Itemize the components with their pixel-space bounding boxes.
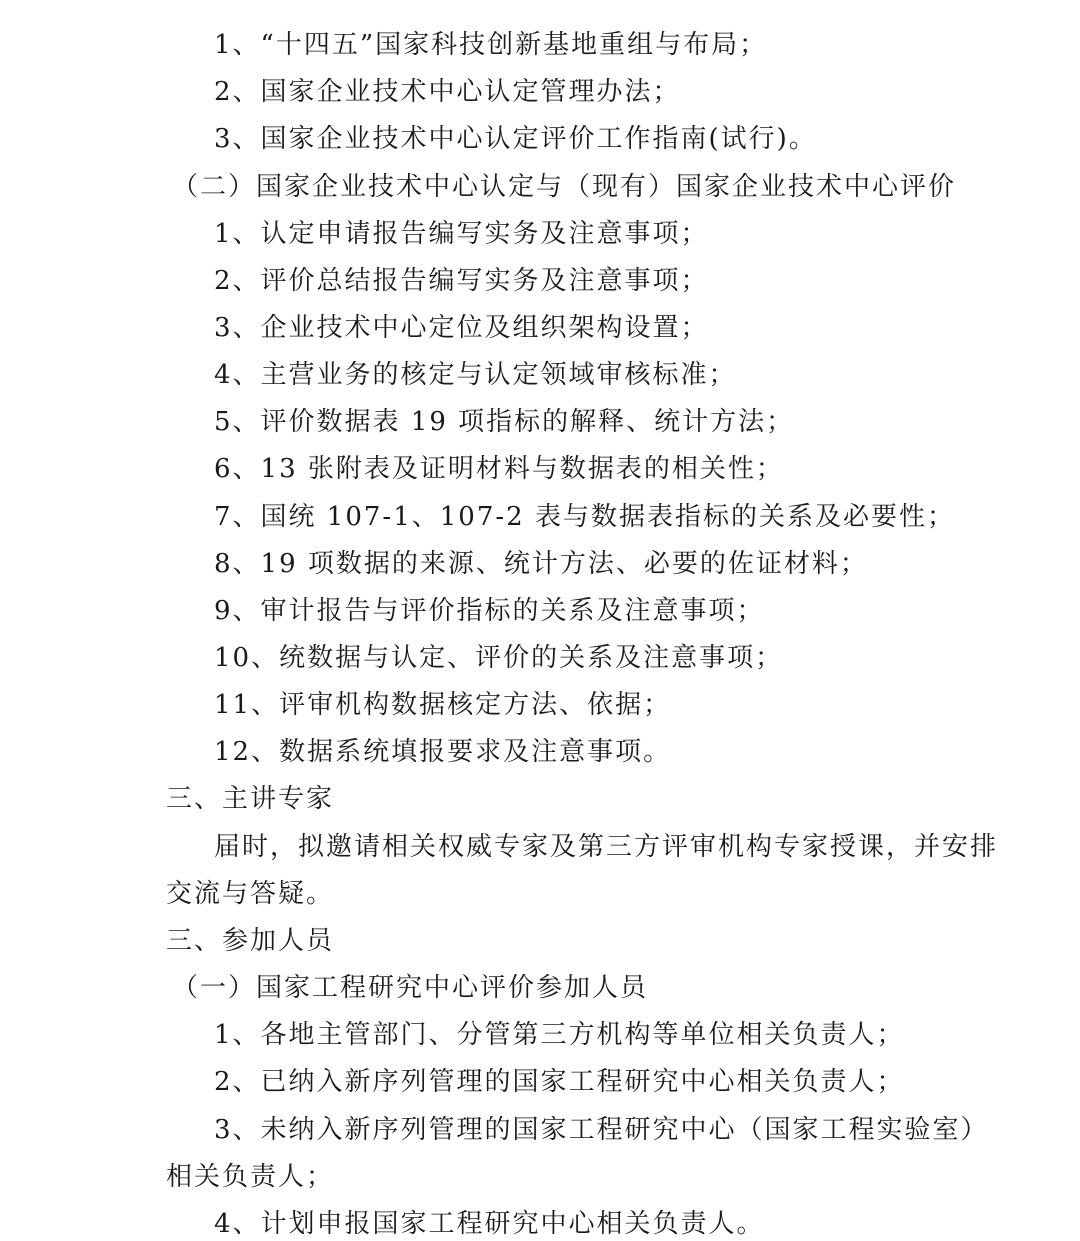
list-item: 3、未纳入新序列管理的国家工程研究中心（国家工程实验室）	[214, 1115, 989, 1145]
section-heading: （二）国家企业技术中心认定与（现有）国家企业技术中心评价	[172, 172, 957, 202]
list-item: 3、企业技术中心定位及组织架构设置；	[214, 313, 709, 343]
paragraph-line: 交流与答疑。	[166, 879, 335, 909]
list-item: 4、主营业务的核定与认定领域审核标准；	[214, 360, 737, 390]
list-item: 12、数据系统填报要求及注意事项。	[214, 737, 672, 767]
list-item: 2、国家企业技术中心认定管理办法；	[214, 77, 681, 107]
list-item: 1、“十四五”国家科技创新基地重组与布局；	[214, 30, 768, 60]
paragraph-line: 届时，拟邀请相关权威专家及第三方评审机构专家授课，并安排	[214, 832, 999, 862]
list-item: 2、已纳入新序列管理的国家工程研究中心相关负责人；	[214, 1067, 905, 1097]
list-item: 8、19 项数据的来源、统计方法、必要的佐证材料；	[214, 549, 868, 579]
list-item: 5、评价数据表 19 项指标的解释、统计方法；	[214, 407, 795, 437]
list-item: 9、审计报告与评价指标的关系及注意事项；	[214, 596, 765, 626]
list-item: 2、评价总结报告编写实务及注意事项；	[214, 266, 709, 296]
list-item: 10、统数据与认定、评价的关系及注意事项；	[214, 643, 784, 673]
list-item: 6、13 张附表及证明材料与数据表的相关性；	[214, 454, 784, 484]
subsection-heading: （一）国家工程研究中心评价参加人员	[172, 973, 649, 1003]
list-item: 1、各地主管部门、分管第三方机构等单位相关负责人；	[214, 1020, 905, 1050]
list-item: 1、认定申请报告编写实务及注意事项；	[214, 219, 709, 249]
list-item-continuation: 相关负责人；	[166, 1162, 335, 1192]
section-heading: 三、参加人员	[166, 926, 335, 956]
list-item: 3、国家企业技术中心认定评价工作指南(试行)。	[214, 124, 817, 154]
list-item: 4、计划申报国家工程研究中心相关负责人。	[214, 1209, 765, 1239]
list-item: 7、国统 107-1、107-2 表与数据表指标的关系及必要性；	[214, 502, 955, 532]
list-item: 11、评审机构数据核定方法、依据；	[214, 690, 672, 720]
section-heading: 三、主讲专家	[166, 784, 335, 814]
